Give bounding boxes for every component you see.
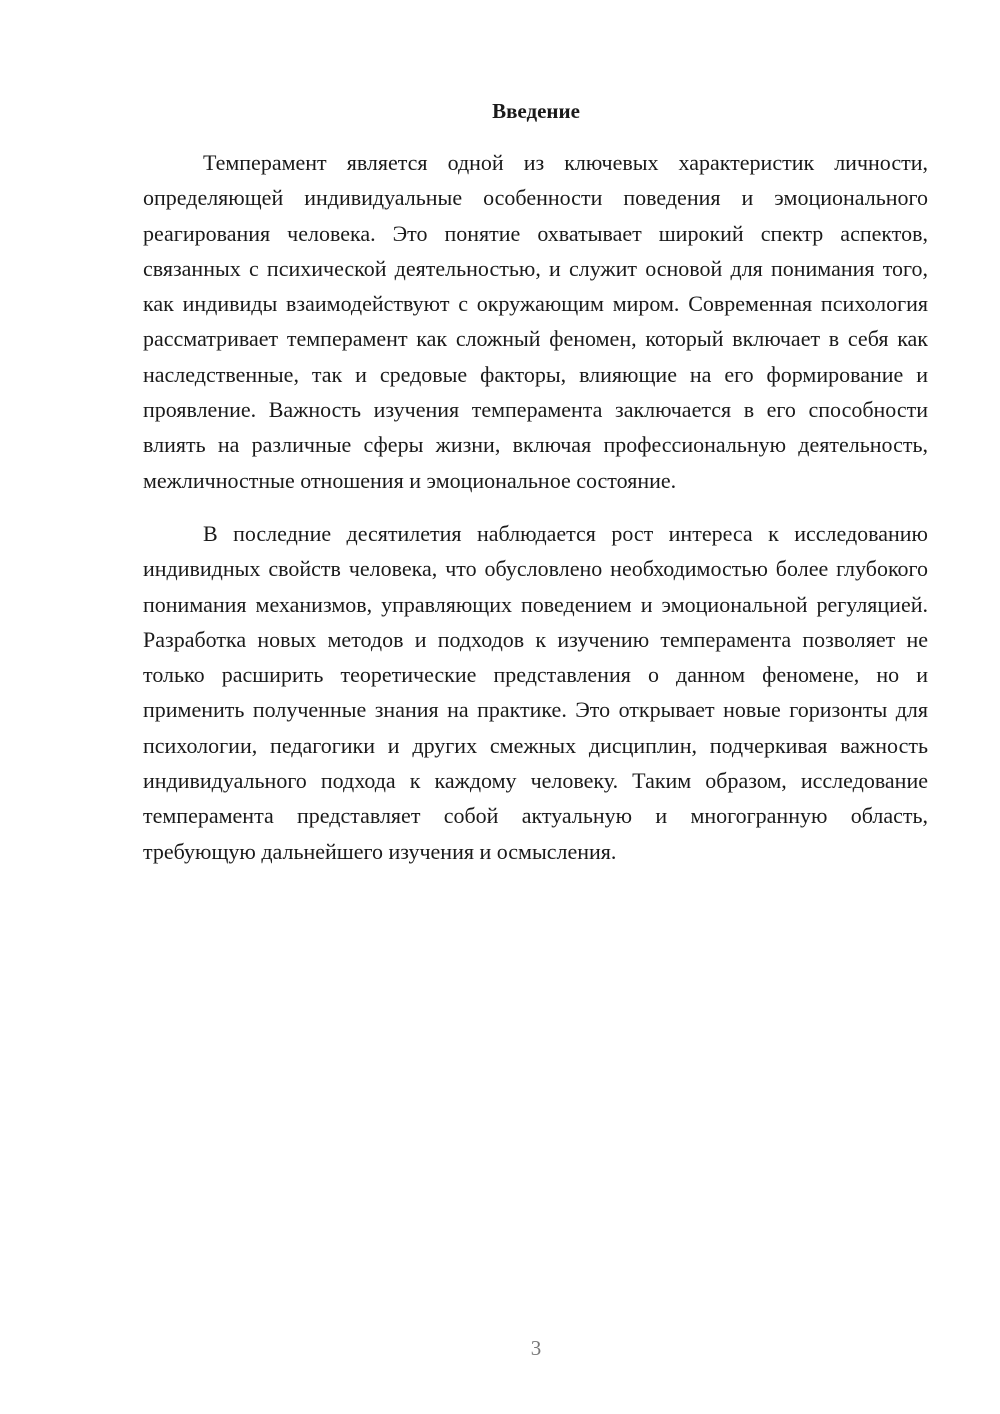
paragraph-2: В последние десятилетия наблюдается рост интереса к исследованию индивидных свойств человека, что обусловлено необходимостью более глубокого понимания механизмов, управляющих поведением и эмоциональной регуляцией. Разработка новых методов и подходов к изучению темперамента позволяет не только расширить теоретические представления о данном феномене, но и применить полученные знания на практике. Это открывает новые горизонты для психологии, педагогики и других смежных дисциплин, подчеркивая важность индивидуального подхода к каждому человеку. Таким образом, исследование темперамента представляет собой актуальную и многогранную область, требующую дальнейшего изучения и осмысления. bbox=[143, 520, 928, 864]
section-title: Введение bbox=[492, 99, 580, 123]
body-text bbox=[143, 145, 928, 869]
paragraph-1: Темперамент является одной из ключевых характеристик личности, определяющей индивидуальные особенности поведения и эмоционального реагирования человека. Это понятие охватывает широкий спектр аспектов, связанных с психической деятельностью, и служит основой для понимания того, как индивиды взаимодействуют с окружающим миром. Современная психология рассматривает темперамент как сложный феномен, который включает в себя как наследственные, так и средовые факторы, влияющие на его формирование и проявление. Важность изучения темперамента заключается в его способности влиять на различные сферы жизни, включая профессиональную деятельность, межличностные отношения и эмоциональное состояние. bbox=[143, 150, 928, 493]
page-number: 3 bbox=[530, 1336, 542, 1360]
